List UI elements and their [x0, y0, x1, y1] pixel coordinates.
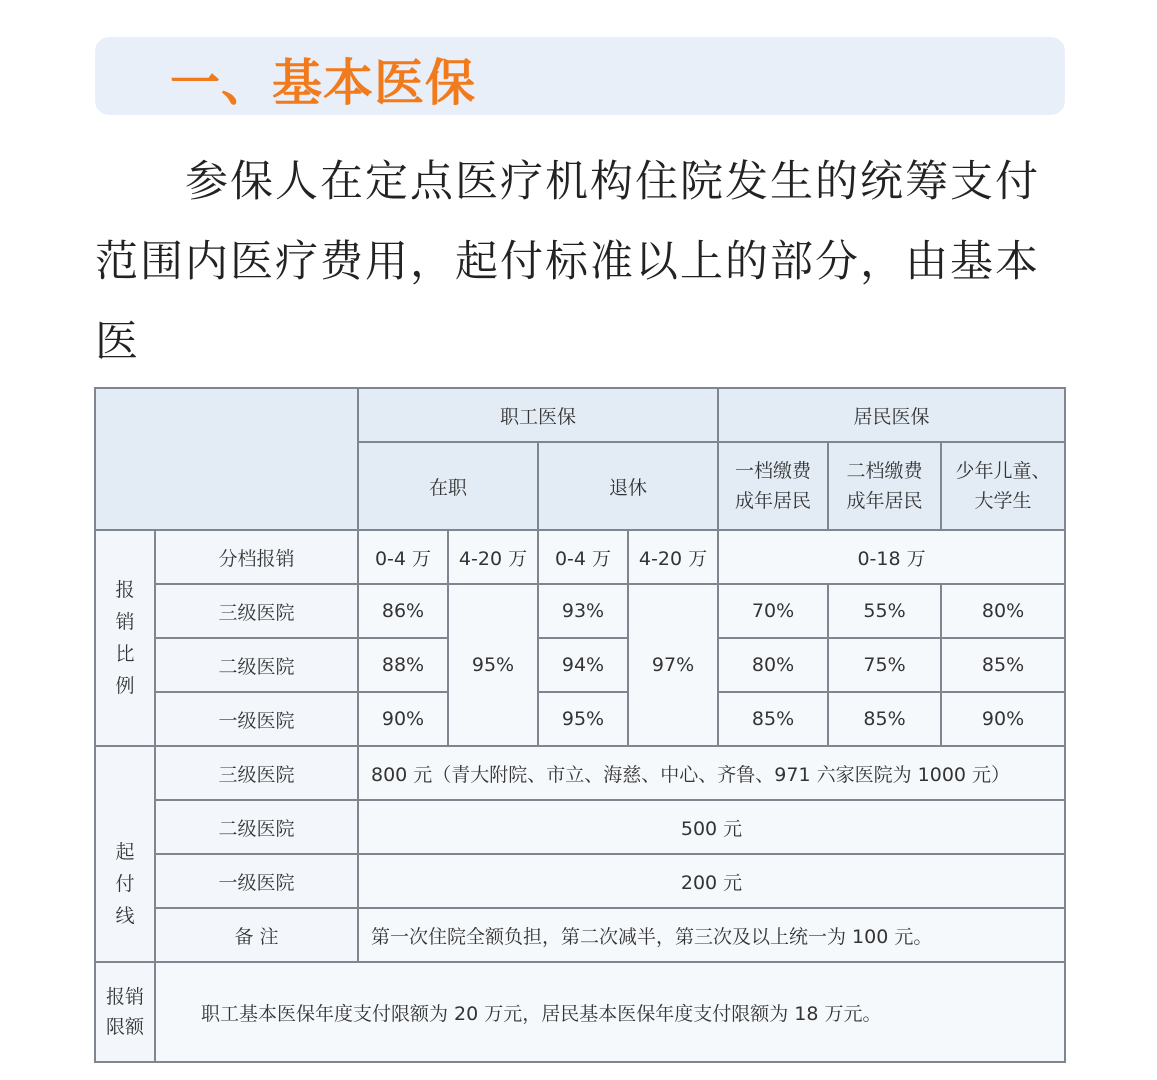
- ratio-level3-r1: 70%: [718, 584, 828, 638]
- header-youth: [941, 442, 1065, 530]
- row-label-tier: 分档报销: [155, 530, 358, 584]
- section-title: 一、基本医保: [170, 54, 476, 112]
- ratio-level2-ret-low: 94%: [538, 638, 628, 692]
- row-label-threshold-level2: 二级医院: [155, 800, 358, 854]
- header-employee: 职工医保: [358, 388, 718, 442]
- group-start-char-3: 线: [115, 905, 135, 927]
- limit-value: 职工基本医保年度支付限额为 20 万元，居民基本医保年度支付限额为 18 万元。: [155, 962, 1065, 1062]
- row-label-ratio-level3: 三级医院: [155, 584, 358, 638]
- header-youth-line1: 少年儿童、: [955, 460, 1051, 482]
- paragraph-line-1: 参保人在定点医疗机构住院发生的统筹支付: [185, 157, 1040, 207]
- tier-emp-low: 0-4 万: [358, 530, 448, 584]
- threshold-level2-value: 500 元: [358, 800, 1065, 854]
- header-tier1-line2: 成年居民: [735, 490, 812, 512]
- group-limit-line2: 限额: [105, 1016, 144, 1038]
- header-youth-line2: 大学生: [974, 490, 1032, 512]
- ratio-level3-ret-low: 93%: [538, 584, 628, 638]
- header-tier2: [828, 442, 941, 530]
- group-start-line: [95, 746, 155, 962]
- header-tier2-line1: 二档缴费: [846, 460, 923, 482]
- group-ratio-char-3: 比: [115, 643, 135, 665]
- corner-cell: [95, 388, 358, 530]
- ratio-level2-r2: 75%: [828, 638, 941, 692]
- header-tier1-line1: 一档缴费: [735, 460, 812, 482]
- group-ratio-char-1: 报: [115, 579, 135, 601]
- header-resident: 居民医保: [718, 388, 1065, 442]
- ratio-ret-high: 97%: [628, 584, 718, 746]
- insurance-table: [94, 387, 1066, 1063]
- ratio-level2-emp-low: 88%: [358, 638, 448, 692]
- row-label-ratio-level1: 一级医院: [155, 692, 358, 746]
- remark-value: 第一次住院全额负担，第二次减半，第三次及以上统一为 100 元。: [358, 908, 1065, 962]
- row-label-ratio-level2: 二级医院: [155, 638, 358, 692]
- group-limit: [95, 962, 155, 1062]
- tier-resident: 0-18 万: [718, 530, 1065, 584]
- header-tier2-line2: 成年居民: [846, 490, 923, 512]
- row-label-remark: 备 注: [155, 908, 358, 962]
- ratio-level1-r3: 90%: [941, 692, 1065, 746]
- ratio-emp-high: 95%: [448, 584, 538, 746]
- header-in-service: 在职: [358, 442, 538, 530]
- ratio-level1-r1: 85%: [718, 692, 828, 746]
- paragraph-line-2: 范围内医疗费用，起付标准以上的部分，由基本医: [95, 237, 1040, 367]
- ratio-level2-r3: 85%: [941, 638, 1065, 692]
- ratio-level3-emp-low: 86%: [358, 584, 448, 638]
- group-start-char-2: 付: [115, 873, 135, 895]
- threshold-level3-value: 800 元（青大附院、市立、海慈、中心、齐鲁、971 六家医院为 1000 元）: [358, 746, 1065, 800]
- ratio-level3-r2: 55%: [828, 584, 941, 638]
- tier-ret-high: 4-20 万: [628, 530, 718, 584]
- row-label-threshold-level1: 一级医院: [155, 854, 358, 908]
- threshold-level1-value: 200 元: [358, 854, 1065, 908]
- group-start-char-1: 起: [115, 841, 135, 863]
- ratio-level1-ret-low: 95%: [538, 692, 628, 746]
- ratio-level3-r3: 80%: [941, 584, 1065, 638]
- group-ratio-char-4: 例: [115, 675, 135, 697]
- section-header: [95, 37, 1065, 115]
- tier-emp-high: 4-20 万: [448, 530, 538, 584]
- group-reimburse-ratio: [95, 530, 155, 746]
- header-tier1: [718, 442, 828, 530]
- header-retired: 退休: [538, 442, 718, 530]
- row-label-threshold-level3: 三级医院: [155, 746, 358, 800]
- ratio-level1-r2: 85%: [828, 692, 941, 746]
- ratio-level2-r1: 80%: [718, 638, 828, 692]
- group-limit-line1: 报销: [105, 986, 144, 1008]
- ratio-level1-emp-low: 90%: [358, 692, 448, 746]
- group-ratio-char-2: 销: [115, 611, 135, 633]
- tier-ret-low: 0-4 万: [538, 530, 628, 584]
